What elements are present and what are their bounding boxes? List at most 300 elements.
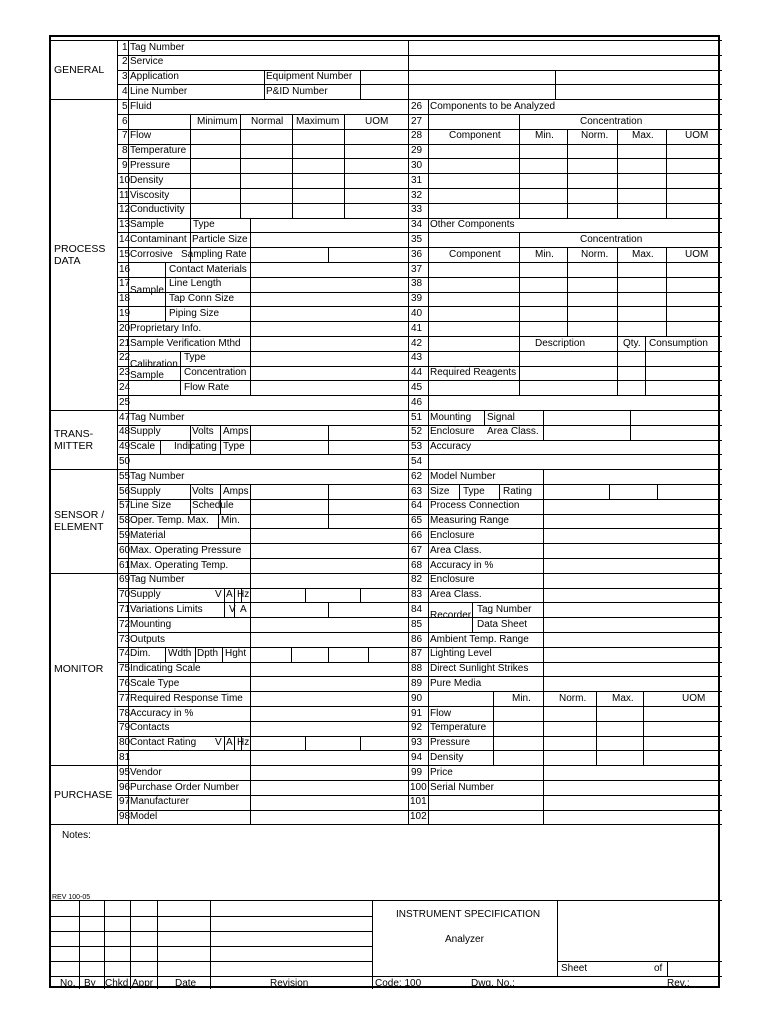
- row-label: Accuracy in %: [130, 707, 194, 719]
- row-number: 73: [119, 633, 131, 645]
- rule-v: [519, 336, 520, 395]
- row-number: 66: [411, 529, 423, 541]
- rule-v: [484, 410, 485, 425]
- by-label: By: [84, 978, 96, 989]
- rule-v: [157, 900, 158, 989]
- rule-v: [250, 262, 251, 321]
- rule-v: [250, 321, 251, 351]
- row-label: Contact Rating: [130, 737, 197, 749]
- row-label: Vendor: [130, 766, 162, 778]
- piping-size-label: Piping Size: [169, 307, 220, 319]
- row-label: Supply: [130, 426, 161, 438]
- rule-v: [222, 647, 223, 662]
- row-label: Temperature: [130, 145, 187, 157]
- row-number: 100: [410, 781, 427, 793]
- row-label: Line Number: [130, 85, 188, 97]
- volts-label-2: Volts: [192, 485, 214, 497]
- row-number: 99: [411, 766, 423, 778]
- row-number: 35: [411, 233, 423, 245]
- row-number: 55: [119, 470, 131, 482]
- row-label: Variations Limits: [130, 603, 203, 615]
- recorder-data-sheet: Data Sheet: [477, 618, 528, 630]
- row-number: 27: [411, 115, 423, 127]
- row-number: 24: [119, 381, 131, 393]
- spec-title: INSTRUMENT SPECIFICATION: [396, 909, 541, 920]
- row-number: 8: [122, 145, 128, 157]
- normal-header: Normal: [251, 115, 284, 127]
- rule-v: [104, 900, 105, 989]
- row-number: 37: [411, 263, 423, 275]
- a-label-2: A: [240, 603, 247, 615]
- row-label: Pressure: [430, 737, 471, 749]
- minimum-header: Minimum: [197, 115, 238, 127]
- rule-v: [645, 336, 646, 395]
- signal-label: Signal: [487, 411, 515, 423]
- cal-concentration-label: Concentration: [184, 367, 247, 379]
- rule-v: [291, 647, 292, 662]
- rule-h: [557, 961, 722, 962]
- row-label: Required Reagents: [430, 367, 517, 379]
- row-number: 51: [411, 411, 423, 423]
- sheet-label: Sheet: [561, 963, 588, 974]
- row-label: Enclosure: [430, 574, 475, 586]
- schedule-label: Schedule: [192, 500, 234, 512]
- row-number: 2: [122, 56, 128, 68]
- row-number: 102: [410, 811, 427, 823]
- recorder-tag-number: Tag Number: [477, 603, 532, 615]
- rule-v: [250, 218, 251, 262]
- rule-v: [180, 351, 181, 395]
- row-number: 26: [411, 100, 423, 112]
- rule-v: [666, 247, 667, 336]
- rule-v: [428, 99, 429, 824]
- row-label: Model Number: [430, 470, 496, 482]
- rev-label: Rev.:: [667, 978, 690, 989]
- rule-v: [543, 469, 544, 573]
- rule-v: [165, 647, 166, 662]
- spec-subtitle: Analyzer: [445, 934, 484, 945]
- rule-v: [250, 765, 251, 824]
- row-number: 49: [119, 441, 131, 453]
- row-label: Indicating Scale: [130, 663, 201, 675]
- a-label: A: [226, 589, 233, 601]
- row-number: 74: [119, 648, 131, 660]
- row-label: Sample Verification Mthd: [130, 337, 241, 349]
- type3-label: Type: [463, 485, 485, 497]
- spec-sheet: [49, 35, 720, 988]
- row-label: Components to be Analyzed: [430, 100, 556, 112]
- row-number: 70: [119, 589, 131, 601]
- uom-header-3: UOM: [682, 692, 706, 704]
- rule-v: [567, 129, 568, 218]
- row-label: Service: [130, 56, 164, 68]
- rule-v: [305, 736, 306, 751]
- wdth-label: Wdth: [168, 648, 192, 660]
- row-number: 72: [119, 618, 131, 630]
- row-label: Flow: [430, 707, 452, 719]
- max-header: Max.: [632, 130, 654, 142]
- row-label: Mounting: [430, 411, 472, 423]
- particle-size-label: Particle Size: [192, 233, 248, 245]
- row-label: Tag Number: [130, 470, 185, 482]
- rule-v: [344, 114, 345, 218]
- rev-code: REV 100-05: [52, 894, 91, 901]
- row-number: 97: [119, 796, 131, 808]
- rating-label: Rating: [503, 485, 532, 497]
- rule-v: [667, 961, 668, 976]
- row-label: Process Connection: [430, 500, 520, 512]
- contact-materials-label: Contact Materials: [169, 263, 247, 275]
- rule-v: [368, 647, 369, 662]
- section-label-transmitter: TRANS- MITTER: [54, 427, 94, 452]
- tap-conn-size-label: Tap Conn Size: [169, 293, 235, 305]
- row-label: Accuracy: [430, 441, 472, 453]
- concentration-header-2: Concentration: [580, 233, 643, 245]
- rule-v: [360, 588, 361, 603]
- row-number: 48: [119, 426, 131, 438]
- row-label: Direct Sunlight Strikes: [430, 663, 529, 675]
- rule-h: [51, 961, 372, 962]
- row-number: 25: [119, 396, 131, 408]
- row-label: Temperature: [430, 722, 487, 734]
- v-label-3: V: [215, 737, 222, 749]
- rule-v: [79, 900, 80, 989]
- rule-v: [519, 232, 520, 247]
- row-number: 40: [411, 307, 423, 319]
- row-number: 4: [122, 85, 128, 97]
- row-number: 84: [411, 603, 423, 615]
- component-header-2: Component: [449, 248, 501, 260]
- rule-h: [51, 976, 722, 977]
- indicating-label: Indicating: [174, 441, 217, 453]
- row-number: 79: [119, 722, 131, 734]
- sample-group-label: Sample: [130, 284, 164, 296]
- row-number: 101: [410, 796, 427, 808]
- row-number: 17: [119, 278, 131, 290]
- row-label: Accuracy in %: [430, 559, 494, 571]
- row-label: Application: [130, 71, 179, 83]
- row-number: 80: [119, 737, 131, 749]
- row-number: 39: [411, 293, 423, 305]
- concentration-header: Concentration: [580, 115, 643, 127]
- row-label: Other Components: [430, 219, 515, 231]
- rule-v: [218, 514, 219, 529]
- row-number: 10: [119, 174, 131, 186]
- rule-h: [117, 70, 722, 71]
- section-label-purchase: PURCHASE: [54, 788, 113, 801]
- rule-v: [657, 484, 658, 499]
- row-number: 45: [411, 381, 423, 393]
- revision-label: Revision: [270, 978, 309, 989]
- row-number: 85: [411, 618, 423, 630]
- rule-v: [567, 247, 568, 336]
- row-number: 42: [411, 337, 423, 349]
- code-label: Code: 100: [375, 978, 422, 989]
- row-label: Measuring Range: [430, 515, 509, 527]
- row-number: 56: [119, 485, 131, 497]
- row-number: 3: [122, 71, 128, 83]
- max-header-2: Max.: [632, 248, 654, 260]
- row-number: 36: [411, 248, 423, 260]
- row-label: Material: [130, 529, 166, 541]
- row-number: 47: [119, 411, 131, 423]
- of-label: of: [654, 963, 663, 974]
- rule-v: [130, 900, 131, 989]
- row-label: Line Size: [130, 500, 172, 512]
- appr-label: Appr: [132, 978, 154, 989]
- row-number: 82: [411, 574, 423, 586]
- row-number: 1: [122, 41, 128, 53]
- row-number: 58: [119, 515, 131, 527]
- component-header: Component: [449, 130, 501, 142]
- rule-v: [543, 691, 544, 765]
- date-label: Date: [175, 978, 197, 989]
- row-number: 92: [411, 722, 423, 734]
- row-label: Pressure: [130, 159, 171, 171]
- dwg-label: Dwg. No.:: [471, 978, 515, 989]
- row-label: Pure Media: [430, 677, 482, 689]
- section-label-general: GENERAL: [54, 63, 105, 76]
- row-number: 33: [411, 204, 423, 216]
- row-number: 65: [411, 515, 423, 527]
- row-label: Scale Type: [130, 677, 180, 689]
- row-label: Viscosity: [130, 189, 170, 201]
- row-label: Sample: [130, 219, 164, 231]
- rule-v: [543, 765, 544, 824]
- qty-header: Qty.: [623, 337, 641, 349]
- description-header: Description: [535, 337, 586, 349]
- row-number: 30: [411, 159, 423, 171]
- cal-flow-rate-label: Flow Rate: [184, 381, 230, 393]
- rule-v: [195, 647, 196, 662]
- chkd-label: Chkd: [105, 978, 129, 989]
- row-number: 32: [411, 189, 423, 201]
- row-label: Lighting Level: [430, 648, 492, 660]
- rule-v: [609, 484, 610, 499]
- row-number: 94: [411, 751, 423, 763]
- dpth-label: Dpth: [197, 648, 219, 660]
- row-label: Required Response Time: [130, 692, 243, 704]
- no-label: No.: [60, 978, 76, 989]
- row-number: 53: [411, 441, 423, 453]
- cal-type-label: Type: [184, 352, 206, 364]
- row-label: Supply: [130, 589, 161, 601]
- rule-v: [234, 588, 235, 603]
- row-number: 91: [411, 707, 423, 719]
- row-label: Oper. Temp. Max.: [130, 515, 209, 527]
- v-label-2: V: [229, 603, 236, 615]
- row-number: 59: [119, 529, 131, 541]
- rule-h: [51, 946, 372, 947]
- hz-label-3: Hz: [237, 737, 250, 749]
- row-number: 13: [119, 219, 131, 231]
- row-number: 77: [119, 692, 131, 704]
- line-length-label: Line Length: [169, 278, 222, 290]
- row-number: 89: [411, 677, 423, 689]
- row-number: 64: [411, 500, 423, 512]
- row-number: 20: [119, 322, 131, 334]
- rule-v: [250, 425, 251, 455]
- row-number: 57: [119, 500, 131, 512]
- row-number: 54: [411, 455, 423, 467]
- norm-header: Norm.: [581, 130, 609, 142]
- rule-v: [543, 573, 544, 691]
- row-number: 31: [411, 174, 423, 186]
- section-label-monitor: MONITOR: [54, 663, 104, 675]
- row-number: 5: [122, 100, 128, 112]
- rule-v: [617, 247, 618, 336]
- sampling-rate-label: Sampling Rate: [181, 248, 247, 260]
- rule-v: [328, 484, 329, 528]
- rule-v: [493, 691, 494, 765]
- row-label: Serial Number: [430, 781, 494, 793]
- row-label: Proprietary Info.: [130, 322, 202, 334]
- rule-v: [250, 351, 251, 395]
- rule-v: [250, 573, 251, 765]
- row-number: 83: [411, 589, 423, 601]
- rule-v: [557, 900, 558, 976]
- row-label: Size: [430, 485, 450, 497]
- row-label: Density: [130, 174, 164, 186]
- rule-h: [51, 916, 372, 917]
- rule-v: [360, 70, 361, 100]
- rule-v: [543, 410, 544, 440]
- row-label: Outputs: [130, 633, 166, 645]
- volts-label: Volts: [192, 426, 214, 438]
- row-number: 41: [411, 322, 423, 334]
- row-number: 60: [119, 544, 131, 556]
- rule-v: [250, 484, 251, 528]
- row-label: Area Class.: [430, 544, 482, 556]
- row-number: 87: [411, 648, 423, 660]
- row-label: Corrosive: [130, 248, 173, 260]
- rule-v: [160, 440, 161, 455]
- row-number: 9: [122, 159, 128, 171]
- row-label: Flow: [130, 130, 152, 142]
- rule-h: [117, 55, 722, 56]
- row-number: 21: [119, 337, 131, 349]
- row-number: 81: [119, 751, 131, 763]
- norm-header-3: Norm.: [559, 692, 587, 704]
- min-label: Min.: [221, 515, 240, 527]
- section-label-process: PROCESS DATA: [54, 242, 106, 267]
- row-label: Enclosure: [430, 426, 475, 438]
- row-label: Mounting: [130, 618, 172, 630]
- row-label: Fluid: [130, 100, 152, 112]
- row-number: 23: [119, 367, 131, 379]
- section-label-sensor: SENSOR / ELEMENT: [54, 509, 105, 533]
- max-header-3: Max.: [612, 692, 634, 704]
- row-number: 7: [122, 130, 128, 142]
- rule-h: [51, 824, 722, 825]
- rule-v: [643, 691, 644, 765]
- pid-number-label: P&ID Number: [266, 85, 328, 97]
- rule-v: [617, 129, 618, 218]
- row-number: 69: [119, 574, 131, 586]
- amps-label-2: Amps: [223, 485, 249, 497]
- row-label: Supply: [130, 485, 161, 497]
- min-header: Min.: [535, 130, 554, 142]
- row-number: 95: [119, 766, 131, 778]
- rule-v: [617, 336, 618, 395]
- rule-v: [264, 70, 265, 100]
- row-label: Dim.: [130, 648, 151, 660]
- row-number: 63: [411, 485, 423, 497]
- rule-v: [190, 114, 191, 218]
- rule-v: [224, 736, 225, 751]
- row-label: Max. Operating Temp.: [130, 559, 229, 571]
- row-number: 11: [119, 189, 130, 201]
- rule-h: [51, 931, 372, 932]
- rule-v: [360, 736, 361, 751]
- row-label: Model: [130, 811, 158, 823]
- row-number: 96: [119, 781, 131, 793]
- row-number: 90: [411, 692, 423, 704]
- row-number: 12: [119, 204, 131, 216]
- row-number: 14: [119, 233, 131, 245]
- rule-v: [499, 484, 500, 499]
- rule-v: [220, 425, 221, 455]
- hght-label: Hght: [225, 648, 247, 660]
- row-label: Max. Operating Pressure: [130, 544, 242, 556]
- row-number: 44: [411, 367, 423, 379]
- rule-v: [555, 70, 556, 100]
- rule-v: [372, 900, 373, 989]
- uom-header-2: UOM: [685, 248, 709, 260]
- row-label: Tag Number: [130, 411, 185, 423]
- row-number: 34: [411, 219, 423, 231]
- row-number: 50: [119, 455, 131, 467]
- norm-header-2: Norm.: [581, 248, 609, 260]
- row-number: 29: [411, 145, 423, 157]
- type-label: Type: [223, 441, 245, 453]
- row-label: Scale: [130, 441, 156, 453]
- row-label: Price: [430, 766, 453, 778]
- rule-v: [234, 736, 235, 751]
- row-number: 78: [119, 707, 131, 719]
- row-number: 52: [411, 426, 423, 438]
- rule-v: [519, 247, 520, 336]
- rule-v: [328, 425, 329, 455]
- uom-header: UOM: [685, 130, 709, 142]
- row-number: 62: [411, 470, 423, 482]
- row-number: 19: [119, 307, 131, 319]
- row-number: 18: [119, 293, 131, 305]
- row-number: 67: [411, 544, 423, 556]
- equipment-number-label: Equipment Number: [266, 71, 353, 83]
- v-label: V: [215, 589, 222, 601]
- row-label: Contaminant: [130, 233, 187, 245]
- row-number: 88: [411, 663, 423, 675]
- rule-v: [328, 647, 329, 662]
- rule-h: [117, 84, 722, 85]
- consumption-header: Consumption: [649, 337, 708, 349]
- row-label: Purchase Order Number: [130, 781, 239, 793]
- hz-label: Hz: [237, 589, 250, 601]
- row-number: 38: [411, 278, 423, 290]
- row-label: Ambient Temp. Range: [430, 633, 529, 645]
- rule-v: [165, 262, 166, 321]
- maximum-header: Maximum: [296, 115, 340, 127]
- row-number: 28: [411, 130, 423, 142]
- area-class-label: Area Class.: [487, 426, 539, 438]
- uom-header: UOM: [365, 115, 389, 127]
- sample-type-label: Type: [193, 219, 215, 231]
- row-number: 93: [411, 737, 423, 749]
- rule-v: [190, 484, 191, 514]
- amps-label: Amps: [223, 426, 249, 438]
- rule-h: [51, 900, 722, 901]
